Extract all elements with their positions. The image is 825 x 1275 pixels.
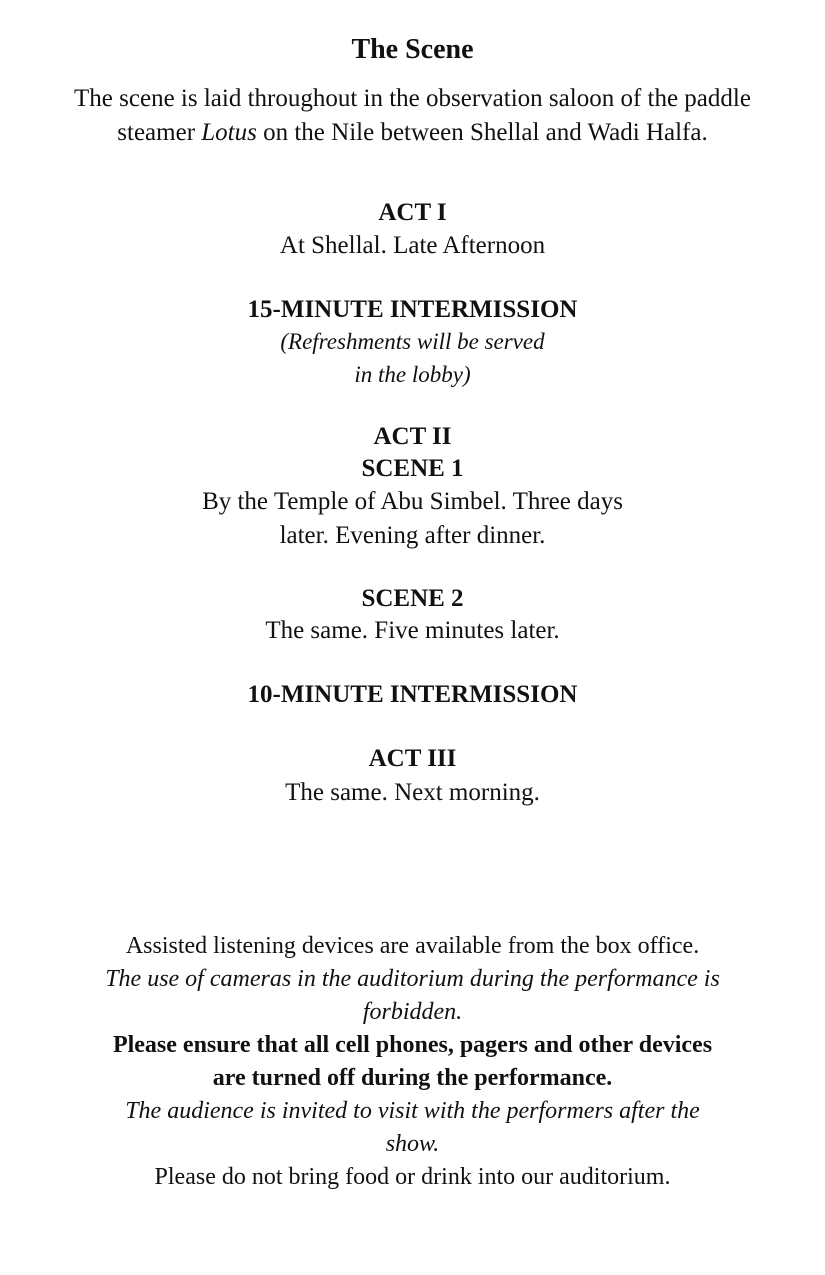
act-2-scene-1-heading: SCENE 1: [361, 455, 464, 482]
notice-cameras-line-2: forbidden.: [362, 999, 463, 1025]
notice-visit-line-1: The audience is invited to visit with the performers after the: [125, 1098, 700, 1124]
scene-1-line-2: later. Evening after dinner.: [279, 522, 546, 549]
scene-1-line-1: By the Temple of Abu Simbel. Three days: [202, 488, 623, 515]
act-1-heading: ACT I: [378, 199, 447, 226]
intermission-1-note: [0, 325, 825, 391]
intermission-1-note-line-2: in the lobby): [354, 362, 471, 387]
intermission-2-heading: 10-MINUTE INTERMISSION: [247, 681, 578, 708]
notice-food-drink: Please do not bring food or drink into our auditorium.: [154, 1164, 671, 1190]
act-3-description: The same. Next morning.: [285, 779, 540, 806]
notice-cameras-line-1: The use of cameras in the auditorium during the performance is: [105, 966, 720, 992]
audience-notices: [0, 930, 825, 1194]
notice-listening-devices: Assisted listening devices are available from the box office.: [125, 933, 700, 959]
setting-line-2-suffix: on the Nile between Shellal and Wadi Halfa.: [256, 119, 708, 146]
intermission-1-note-line-1: (Refreshments will be served: [280, 329, 545, 354]
act-2-scene-1-description: [0, 485, 825, 553]
scene-setting: [0, 82, 825, 150]
setting-line-1: The scene is laid throughout in the observation saloon of the paddle: [74, 85, 751, 112]
ship-name: Lotus: [201, 119, 257, 146]
setting-line-2-prefix: steamer: [117, 119, 202, 146]
intermission-1-heading: 15-MINUTE INTERMISSION: [247, 296, 578, 323]
setting-line-2: [0, 116, 825, 150]
act-2-scene-2-heading: SCENE 2: [361, 585, 464, 612]
notice-visit-line-2: show.: [385, 1131, 440, 1157]
act-2-heading: ACT II: [373, 423, 452, 450]
act-2-scene-2-description: The same. Five minutes later.: [265, 617, 560, 644]
notice-phones-line-2: are turned off during the performance.: [212, 1065, 613, 1091]
act-3-heading: ACT III: [368, 745, 457, 772]
act-1-description: At Shellal. Late Afternoon: [279, 232, 546, 259]
notice-phones-line-1: Please ensure that all cell phones, pagers and other devices: [112, 1032, 713, 1058]
page-title: The Scene: [351, 34, 474, 65]
